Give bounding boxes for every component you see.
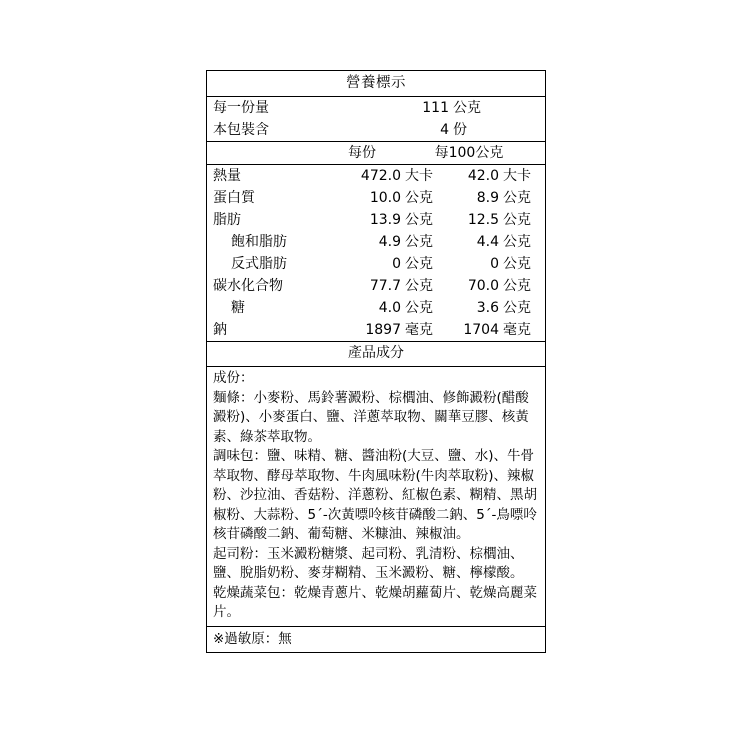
nutrient-value-per-serving: 4.0: [378, 300, 401, 316]
nutrient-unit-per-100g: 公克: [503, 300, 531, 316]
nutrient-name: 脂肪: [213, 212, 241, 228]
nutrient-header-blank: [207, 142, 331, 164]
column-header-per-100g: 每100公克: [434, 145, 504, 161]
nutrient-value-per-100g: 0: [490, 256, 499, 272]
ingredients-noodle: 麵條：小麥粉、馬鈴薯澱粉、棕櫚油、修飾澱粉(醋酸澱粉)、小麥蛋白、鹽、洋蔥萃取物、關華豆膠、核黃素、綠茶萃取物。: [213, 389, 529, 445]
serving-count-value: 4: [440, 122, 449, 138]
nutrient-value-per-serving: 4.9: [378, 234, 401, 250]
nutrient-unit-per-serving: 公克: [405, 300, 433, 316]
nutrient-unit-per-serving: 公克: [405, 234, 433, 250]
table-row: [207, 319, 545, 341]
nutrient-unit-per-100g: 公克: [503, 256, 531, 272]
table-row: [207, 297, 545, 319]
nutrient-value-per-serving: 13.9: [369, 212, 401, 228]
nutrient-value-per-serving: 10.0: [369, 190, 401, 206]
nutrient-value-per-serving: 0: [392, 256, 401, 272]
ingredients-text: [207, 367, 545, 626]
nutrient-unit-per-100g: 毫克: [503, 322, 531, 338]
nutrient-unit-per-serving: 公克: [405, 190, 433, 206]
serving-count-row: [207, 119, 545, 141]
nutrient-value-per-serving: 1897: [365, 322, 401, 338]
nutrient-name: 糖: [231, 300, 245, 316]
table-row: [207, 187, 545, 209]
nutrient-unit-per-serving: 大卡: [405, 168, 433, 184]
nutrient-unit-per-100g: 大卡: [503, 168, 531, 184]
allergen-note: ※過敏原：無: [213, 630, 292, 647]
nutrient-value-per-100g: 12.5: [467, 212, 499, 228]
ingredients-section-title: 產品成分: [348, 345, 404, 361]
serving-count-label: 本包裝含: [213, 122, 269, 138]
nutrient-value-per-100g: 1704: [463, 322, 499, 338]
nutrient-value-per-100g: 8.9: [476, 190, 499, 206]
serving-size-row: [207, 97, 545, 119]
table-row: [207, 231, 545, 253]
nutrient-name: 反式脂肪: [231, 256, 287, 272]
nutrient-unit-per-100g: 公克: [503, 212, 531, 228]
table-row: [207, 275, 545, 297]
nutrient-unit-per-serving: 毫克: [405, 322, 433, 338]
nutrient-name: 碳水化合物: [213, 278, 283, 294]
nutrient-unit-per-serving: 公克: [405, 256, 433, 272]
label-title: 營養標示: [346, 75, 406, 91]
serving-size-unit: 公克: [453, 100, 481, 116]
ingredients-cheese: 起司粉：玉米澱粉糖漿、起司粉、乳清粉、棕櫚油、鹽、脫脂奶粉、麥芽糊精、玉米澱粉、糖、檸檬酸。: [213, 545, 524, 581]
nutrient-table: [207, 142, 545, 164]
nutrient-name: 蛋白質: [213, 190, 255, 206]
nutrition-label: [206, 70, 546, 653]
table-row: [207, 253, 545, 275]
serving-count-unit: 份: [453, 122, 467, 138]
nutrient-unit-per-100g: 公克: [503, 234, 531, 250]
nutrient-unit-per-serving: 公克: [405, 212, 433, 228]
serving-size-value: 111: [422, 100, 449, 116]
table-row: [207, 209, 545, 231]
nutrient-value-per-100g: 70.0: [467, 278, 499, 294]
nutrient-unit-per-100g: 公克: [503, 190, 531, 206]
nutrient-name: 鈉: [213, 322, 227, 338]
ingredients-prefix: 成份：: [213, 370, 254, 386]
nutrient-name: 熱量: [213, 168, 241, 184]
nutrient-value-per-100g: 42.0: [467, 168, 499, 184]
nutrient-value-per-serving: 472.0: [360, 168, 401, 184]
nutrient-value-per-serving: 77.7: [369, 278, 401, 294]
serving-table: [207, 97, 545, 141]
serving-size-label: 每一份量: [213, 100, 269, 116]
nutrient-value-per-100g: 4.4: [476, 234, 499, 250]
nutrient-unit-per-serving: 公克: [405, 278, 433, 294]
nutrient-unit-per-100g: 公克: [503, 278, 531, 294]
nutrient-header-row: [207, 142, 545, 164]
nutrient-value-per-100g: 3.6: [476, 300, 499, 316]
nutrient-values-table: [207, 165, 545, 341]
table-row: [207, 165, 545, 187]
ingredients-vegetables: 乾燥蔬菜包：乾燥青蔥片、乾燥胡蘿蔔片、乾燥高麗菜片。: [213, 584, 537, 620]
ingredients-seasoning: 調味包：鹽、味精、糖、醬油粉(大豆、鹽、水)、牛骨萃取物、酵母萃取物、牛肉風味粉(牛肉萃取粉)、辣椒粉、沙拉油、香菇粉、洋蔥粉、紅椒色素、糊精、黑胡椒粉、大蒜粉、5´-次黃嘌呤核苷磷酸二鈉、5´-鳥嘌呤核苷磷酸二鈉、葡萄糖、米糠油、辣椒油。: [213, 448, 537, 542]
column-header-per-serving: 每份: [347, 145, 376, 161]
nutrient-name: 飽和脂肪: [231, 234, 287, 250]
